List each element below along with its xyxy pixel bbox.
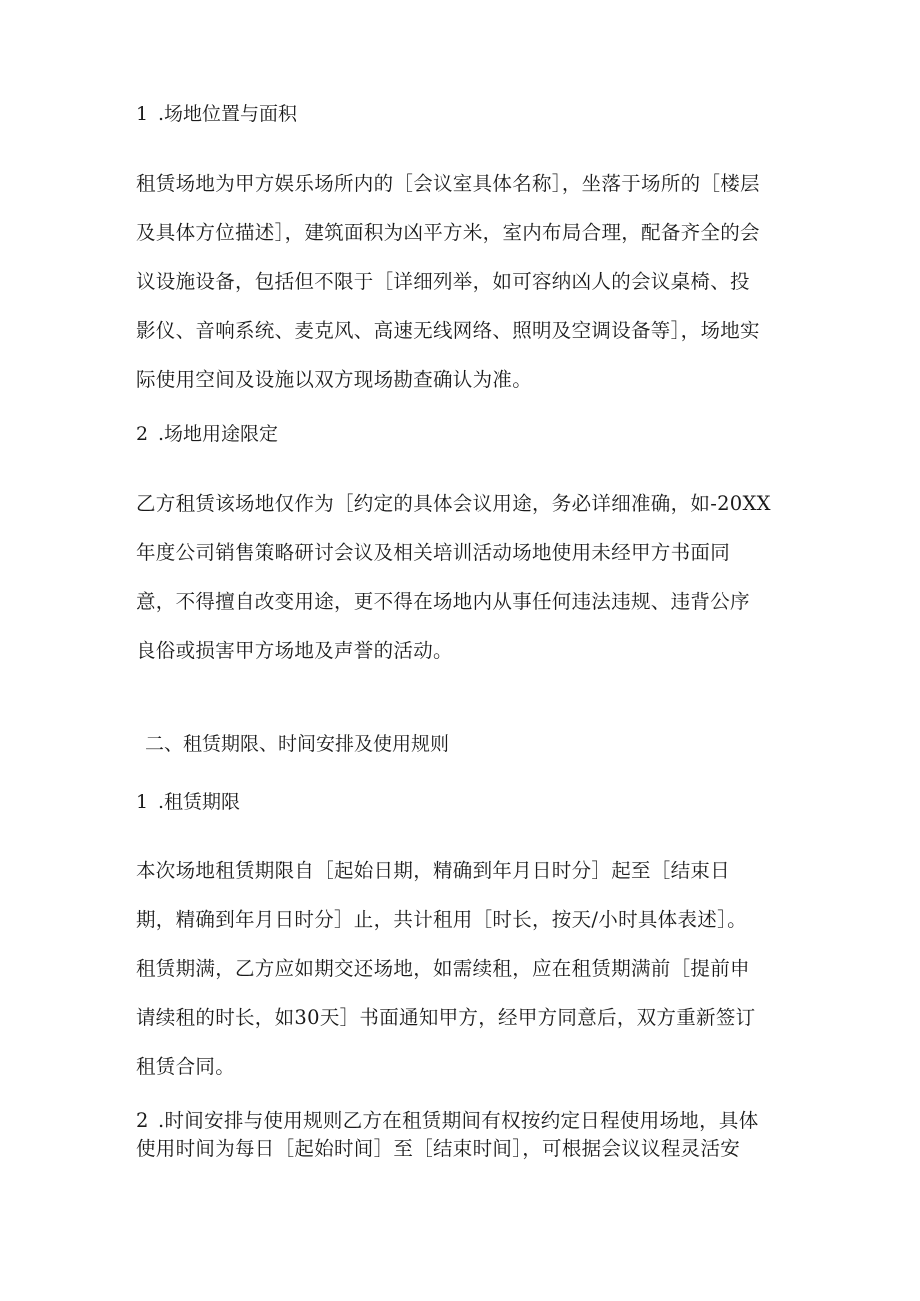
chapter-heading xyxy=(145,732,449,756)
section-number: 2 xyxy=(136,1109,149,1132)
paragraph-line: 及具体方位描述］，建筑面积为凶平方米，室内布局合理，配备齐全的会 xyxy=(136,221,760,244)
paragraph-lease-term xyxy=(136,857,776,1102)
section-number: 2 xyxy=(136,423,149,445)
section-number: 1 xyxy=(136,103,149,125)
paragraph-line: 乙方租赁该场地仅作为［约定的具体会议用途，务必详细准确，如-20XX xyxy=(136,492,771,515)
paragraph-line: 年度公司销售策略研讨会议及相关培训活动场地使用未经甲方书面同 xyxy=(136,541,731,564)
section-title: .场地用途限定 xyxy=(158,423,279,445)
section-title-inline: .时间安排与使用规则乙方在租赁期间有权按约定日程使用场地，具体 xyxy=(158,1109,759,1132)
paragraph-location-area xyxy=(136,170,776,415)
chapter-title: 二、租赁期限、时间安排及使用规则 xyxy=(145,733,450,755)
paragraph-line: 本次场地租赁期限自［起始日期，精确到年月日时分］起至［结束日 xyxy=(136,859,731,882)
section-title: .租赁期限 xyxy=(158,791,241,813)
paragraph-line: 际使用空间及设施以双方现场勘查确认为准。 xyxy=(136,368,533,391)
paragraph-line: 良俗或损害甲方场地及声誉的活动。 xyxy=(136,639,453,662)
paragraph-line: 请续租的时长，如30天］书面通知甲方，经甲方同意后，双方重新签订 xyxy=(136,1006,756,1029)
section-title: .场地位置与面积 xyxy=(158,103,298,125)
paragraph-usage xyxy=(136,490,776,686)
paragraph-line: 期，精确到年月日时分］止，共计租用［时长，按天/小时具体表述］。 xyxy=(136,908,747,931)
paragraph-line: 议设施设备，包括但不限于［详细列举，如可容纳凶人的会议桌椅、投 xyxy=(136,270,750,293)
section-heading-usage xyxy=(136,422,278,446)
paragraph-line xyxy=(136,1107,776,1135)
paragraph-line: 影仪、音响系统、麦克风、高速无线网络、照明及空调设备等］，场地实 xyxy=(136,319,760,342)
paragraph-line: 租赁场地为甲方娱乐场所内的［会议室具体名称］，坐落于场所的［楼层 xyxy=(136,172,760,195)
section-heading-location-area xyxy=(136,102,297,126)
paragraph-line: 租赁合同。 xyxy=(136,1055,236,1078)
paragraph-schedule-rules xyxy=(136,1107,776,1163)
section-heading-lease-term xyxy=(136,790,240,814)
paragraph-line: 使用时间为每日［起始时间］至［结束时间］，可根据会议议程灵活安 xyxy=(136,1137,741,1160)
paragraph-line: 租赁期满，乙方应如期交还场地，如需续租，应在租赁期满前［提前申 xyxy=(136,957,750,980)
paragraph-line: 意，不得擅自改变用途，更不得在场地内从事任何违法违规、违背公序 xyxy=(136,590,750,613)
section-number: 1 xyxy=(136,791,149,813)
